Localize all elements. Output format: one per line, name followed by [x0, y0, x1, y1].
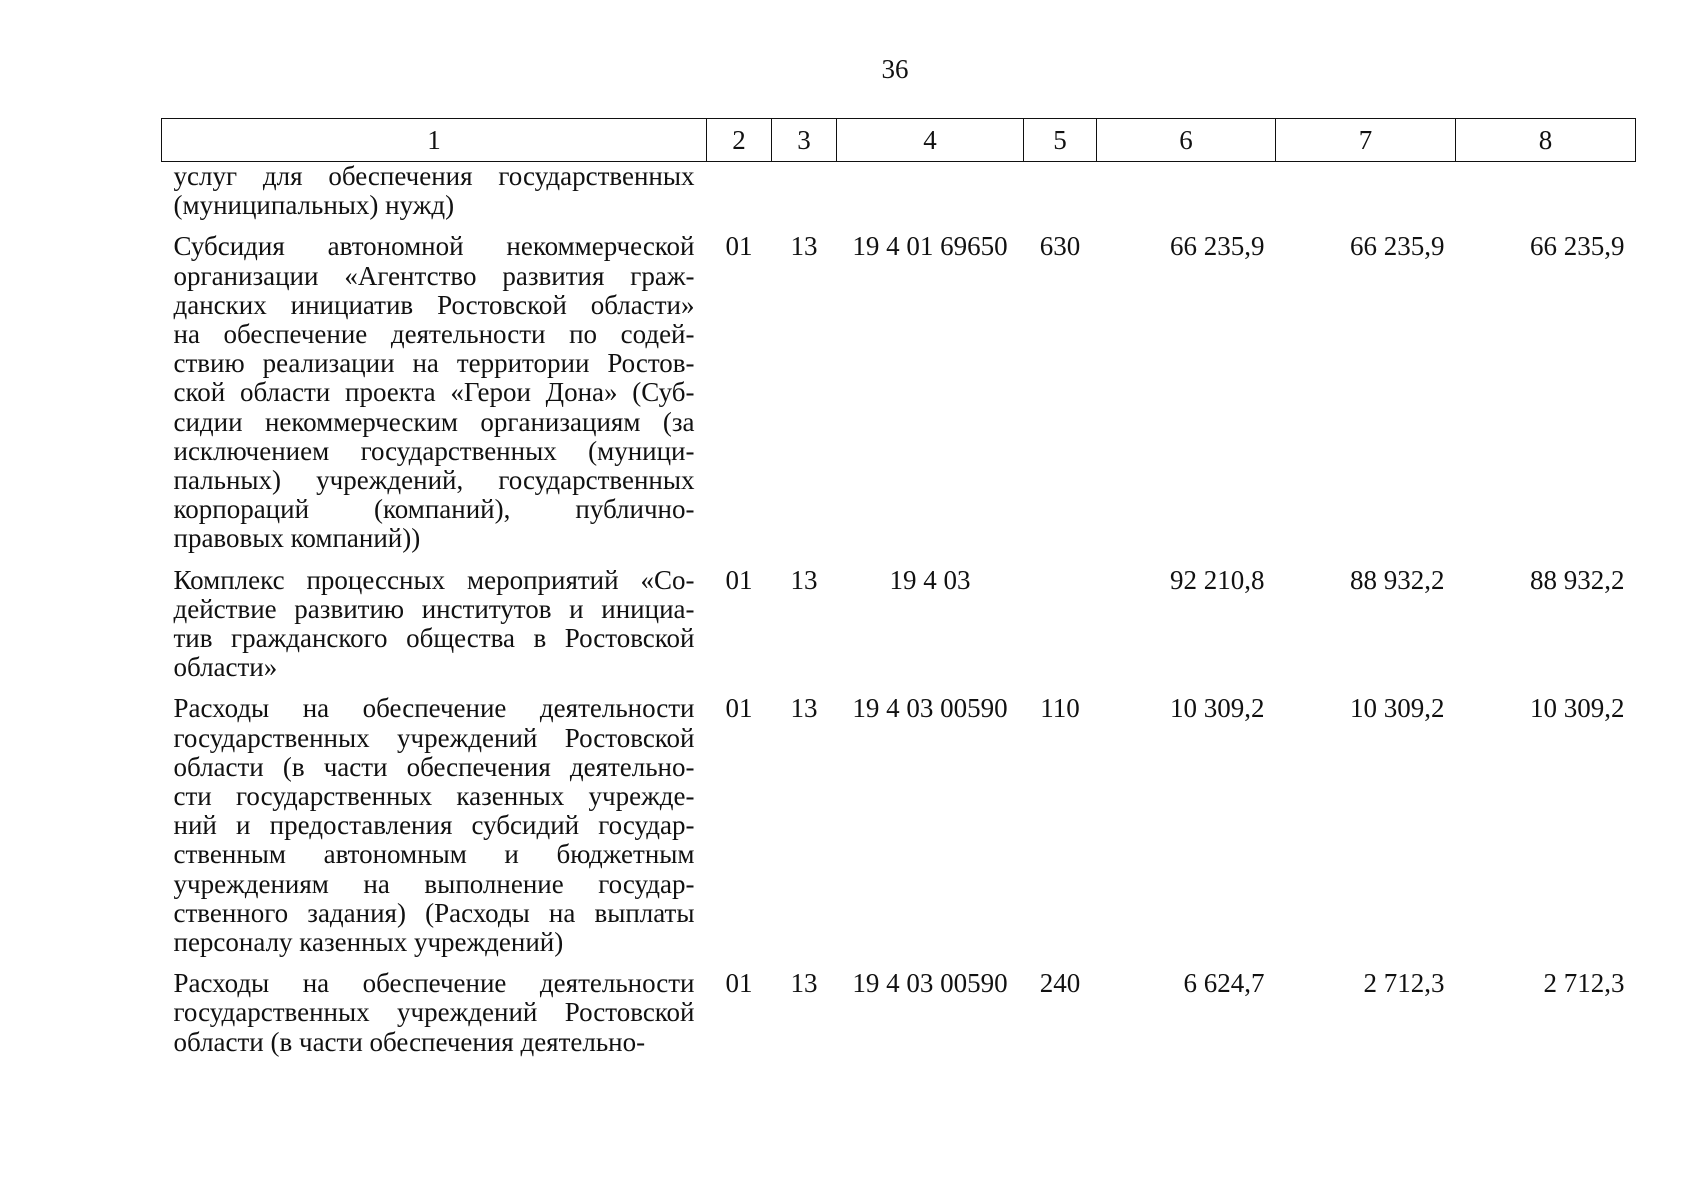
table-row: [162, 957, 1636, 1057]
description-line: тив гражданского общества в Ростовской: [173, 623, 695, 654]
amount-col-6: 66 235,9: [1170, 231, 1265, 262]
table-row: [162, 220, 1636, 553]
description-line: персоналу казенных учреждений): [173, 927, 564, 958]
page-number: 36: [881, 54, 909, 84]
expense-type-code: 110: [1040, 693, 1080, 724]
description-line: ствию реализации на территории Ростов-: [173, 348, 695, 379]
description-line: сидии некоммерческим организациям (за: [173, 406, 695, 437]
column-header-2: 2: [707, 119, 772, 162]
amount-col-6: 6 624,7: [1183, 968, 1265, 999]
amount-col-8: [1456, 162, 1636, 221]
amount-col-8: 88 932,2: [1530, 564, 1625, 595]
description-line: на обеспечение деятельности по содей-: [173, 319, 695, 350]
description-line: Субсидия автономной некоммерческой: [173, 231, 695, 262]
description-line: корпораций (компаний), публично-: [173, 494, 695, 525]
description-line: правовых компаний)): [173, 523, 421, 554]
amount-col-6: [1097, 162, 1276, 221]
column-header-1: 1: [162, 119, 707, 162]
description-line: государственных учреждений Ростовской: [173, 997, 695, 1028]
amount-col-7: 88 932,2: [1350, 564, 1445, 595]
row-description: [162, 162, 707, 221]
description-line: области»: [173, 652, 278, 683]
description-line: учреждениям на выполнение государ-: [173, 868, 695, 899]
row-description: [162, 220, 707, 553]
description-line: организации «Агентство развития граж-: [173, 260, 695, 291]
amount-col-8: 10 309,2: [1530, 693, 1625, 724]
expense-type-code: 630: [1039, 231, 1081, 262]
target-article-code: 19 4 03 00590: [852, 693, 1008, 724]
description-line: государственных учреждений Ростовской: [173, 722, 695, 753]
column-header-7: 7: [1276, 119, 1456, 162]
amount-col-8: 2 712,3: [1543, 968, 1625, 999]
row-description: [162, 957, 707, 1057]
row-description: [162, 682, 707, 957]
target-article-code: 19 4 01 69650: [852, 231, 1008, 262]
description-line: сти государственных казенных учрежде-: [173, 781, 695, 812]
description-line: Расходы на обеспечение деятельности: [173, 693, 695, 724]
amount-col-7: 66 235,9: [1350, 231, 1445, 262]
target-article-code: 19 4 03: [889, 564, 971, 595]
table-row: [162, 554, 1636, 683]
table-body: [162, 162, 1636, 1057]
expense-type-code: [1024, 162, 1097, 221]
subsection-code: 13: [790, 231, 818, 262]
table-row: [162, 682, 1636, 957]
section-code: [707, 162, 772, 221]
subsection-code: 13: [790, 564, 818, 595]
table-header-row: [162, 119, 1636, 162]
description-line: области (в части обеспечения деятельно-: [173, 751, 695, 782]
description-line: области (в части обеспечения деятельно-: [173, 1026, 646, 1057]
column-header-5: 5: [1024, 119, 1097, 162]
column-header-4: 4: [837, 119, 1024, 162]
amount-col-6: 10 309,2: [1170, 693, 1265, 724]
description-line: исключением государственных (муници-: [173, 435, 695, 466]
description-line: действие развитию институтов и инициа-: [173, 593, 695, 624]
column-header-8: 8: [1456, 119, 1636, 162]
description-line: Расходы на обеспечение деятельности: [173, 968, 695, 999]
description-line: ской области проекта «Герои Дона» (Суб-: [173, 377, 695, 408]
description-line: (муниципальных) нужд): [173, 190, 455, 221]
section-code: 01: [725, 231, 753, 262]
subsection-code: 13: [790, 693, 818, 724]
section-code: 01: [725, 564, 753, 595]
description-line: Комплекс процессных мероприятий «Со-: [173, 564, 695, 595]
amount-col-7: [1276, 162, 1456, 221]
expense-type-code: 240: [1039, 968, 1081, 999]
amount-col-8: 66 235,9: [1530, 231, 1625, 262]
row-description: [162, 554, 707, 683]
amount-col-7: 2 712,3: [1363, 968, 1445, 999]
amount-col-6: 92 210,8: [1170, 564, 1265, 595]
description-line: ний и предоставления субсидий государ-: [173, 810, 695, 841]
column-header-3: 3: [772, 119, 837, 162]
subsection-code: 13: [790, 968, 818, 999]
target-article-code: 19 4 03 00590: [852, 968, 1008, 999]
target-article-code: [837, 162, 1024, 221]
column-header-6: 6: [1097, 119, 1276, 162]
table-row: [162, 162, 1636, 221]
amount-col-7: 10 309,2: [1350, 693, 1445, 724]
subsection-code: [772, 162, 837, 221]
description-line: ственного задания) (Расходы на выплаты: [173, 897, 695, 928]
expense-type-code: [1024, 554, 1097, 683]
description-line: пальных) учреждений, государственных: [173, 465, 695, 496]
description-line: услуг для обеспечения государственных: [173, 161, 695, 191]
section-code: 01: [725, 968, 753, 999]
section-code: 01: [725, 693, 753, 724]
description-line: ственным автономным и бюджетным: [173, 839, 695, 870]
budget-table: [161, 118, 1636, 1057]
description-line: данских инициатив Ростовской области»: [173, 289, 695, 320]
